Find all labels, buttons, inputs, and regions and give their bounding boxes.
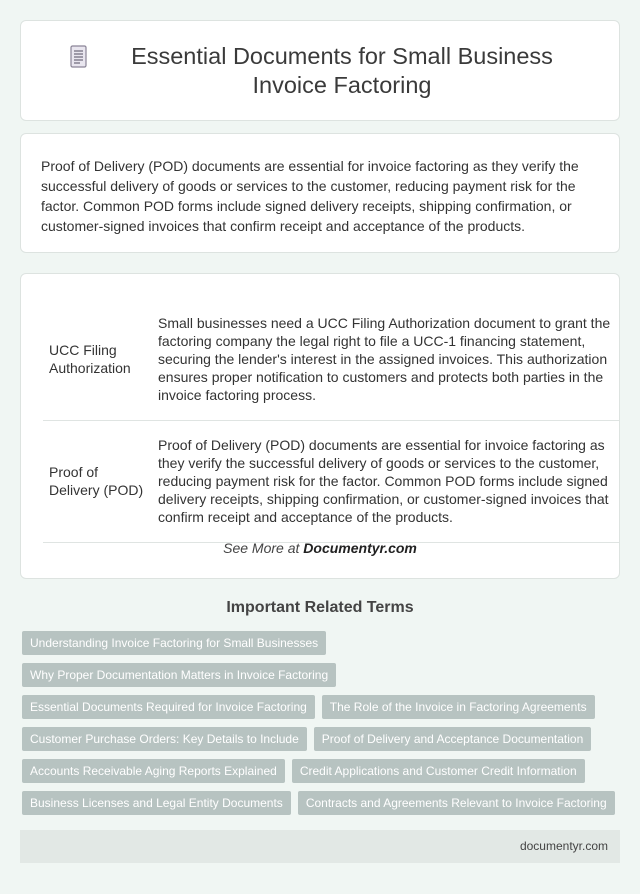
related-terms-heading: Important Related Terms (226, 599, 414, 616)
see-more-prefix: See More at (223, 540, 304, 556)
document-term: UCC Filing Authorization (43, 298, 152, 420)
intro-card (20, 133, 620, 253)
documents-card (20, 273, 620, 579)
intro-paragraph: Proof of Delivery (POD) documents are essential for invoice factoring as they verify the successful delivery of goods or services to the customer, reducing payment risk for the factor. Common POD forms include signed delivery receipts, shipping confirmation, or customer-signed invoices that confirm receipt and acceptance of the products. (41, 158, 579, 234)
related-term-tag[interactable]: Customer Purchase Orders: Key Details to Include (22, 727, 307, 751)
footer-site[interactable]: documentyr.com (519, 839, 608, 853)
related-term-tag[interactable]: The Role of the Invoice in Factoring Agreements (322, 695, 595, 719)
document-icon (68, 45, 90, 69)
related-term-tag[interactable]: Proof of Delivery and Acceptance Documentation (314, 727, 591, 751)
table-row (43, 420, 619, 542)
related-terms-list (22, 631, 622, 823)
page-title: Essential Documents for Small Business Invoice Factoring (131, 42, 553, 98)
title-row (21, 21, 619, 120)
see-more-link[interactable] (21, 540, 619, 556)
document-term: Proof of Delivery (POD) (43, 420, 152, 542)
related-term-tag[interactable]: Business Licenses and Legal Entity Documents (22, 791, 291, 815)
related-term-tag[interactable]: Contracts and Agreements Relevant to Invoice Factoring (298, 791, 615, 815)
footer (20, 830, 620, 863)
related-term-tag[interactable]: Why Proper Documentation Matters in Invoice Factoring (22, 663, 336, 687)
related-term-tag[interactable]: Understanding Invoice Factoring for Small Businesses (22, 631, 326, 655)
document-description: Small businesses need a UCC Filing Authorization document to grant the factoring company the legal right to file a UCC-1 financing statement, securing the lender's interest in the assigned invoices. This authorization ensures proper notification to customers and protects both parties in the invoice factoring process. (152, 298, 619, 420)
see-more-site[interactable]: Documentyr.com (303, 540, 417, 556)
related-term-tag[interactable]: Accounts Receivable Aging Reports Explained (22, 759, 285, 783)
related-term-tag[interactable]: Credit Applications and Customer Credit Information (292, 759, 585, 783)
related-term-tag[interactable]: Essential Documents Required for Invoice Factoring (22, 695, 315, 719)
table-row (43, 298, 619, 420)
documents-table (43, 298, 619, 543)
document-description: Proof of Delivery (POD) documents are essential for invoice factoring as they verify the successful delivery of goods or services to the customer, reducing payment risk for the factor. Common POD forms include signed delivery receipts, shipping confirmation, or customer-signed invoices that confirm receipt and acceptance of the products. (152, 420, 619, 542)
title-card (20, 20, 620, 121)
